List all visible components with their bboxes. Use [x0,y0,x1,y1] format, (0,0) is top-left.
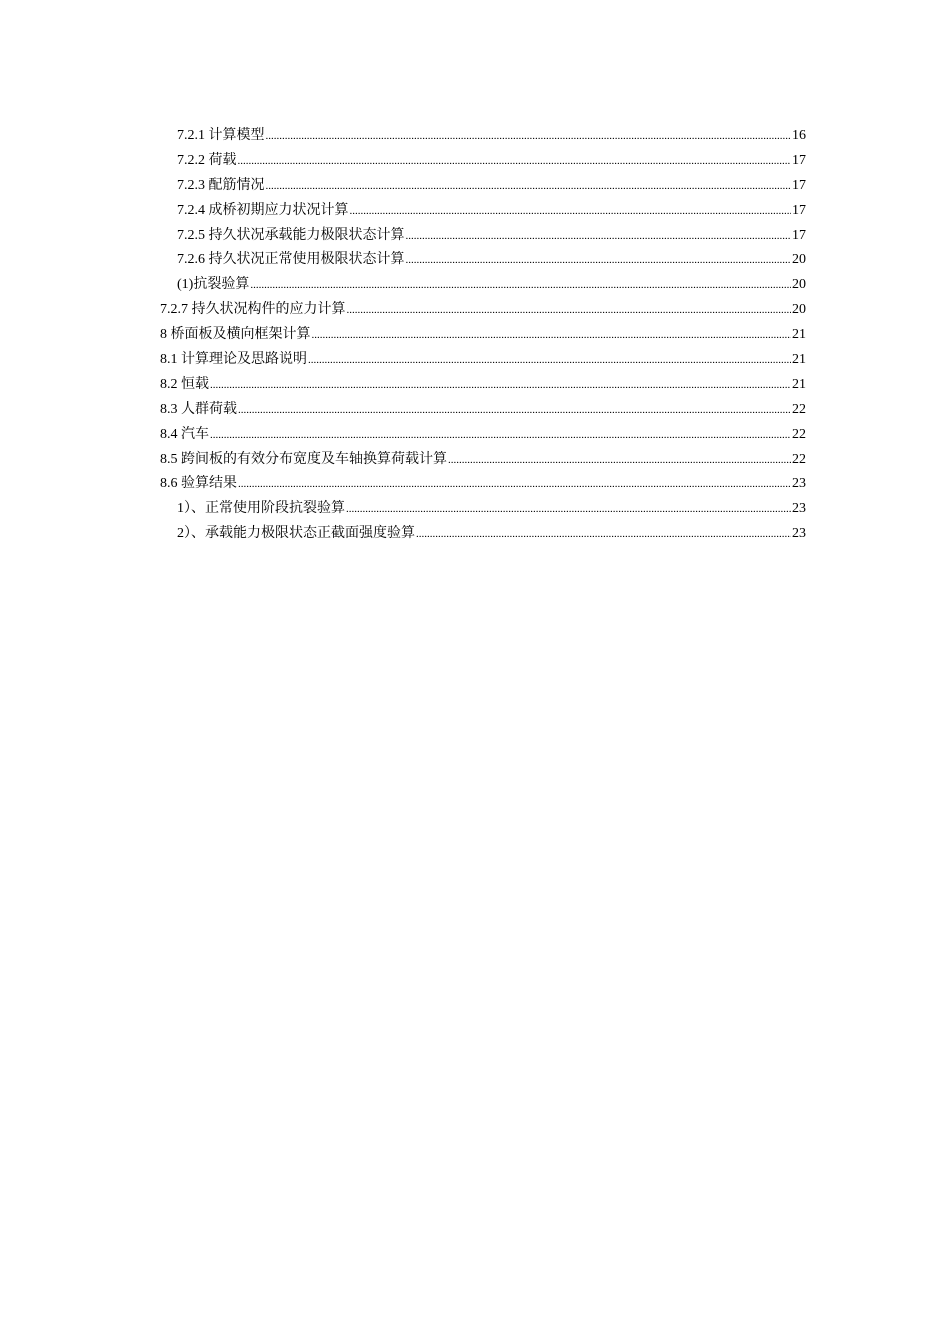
toc-leader-dots [448,448,791,473]
toc-entry[interactable] [160,448,806,473]
toc-entry[interactable] [160,248,806,273]
toc-entry-page: 23 [792,501,806,517]
toc-entry-page: 22 [792,451,806,467]
toc-entry-page: 16 [792,128,806,143]
toc-entry-page: 20 [792,252,806,268]
toc-entry[interactable] [160,224,806,249]
toc-entry-title: 7.2.1 计算模型 [177,128,265,143]
toc-entry[interactable] [160,124,806,149]
toc-leader-dots [238,149,792,174]
toc-entry-title: 8.1 计算理论及思路说明 [160,352,307,368]
toc-entry-title: 8 桥面板及横向框架计算 [160,327,311,343]
toc-entry[interactable] [160,273,806,298]
toc-entry-page: 23 [792,476,806,492]
toc-leader-dots [312,323,792,348]
toc-entry[interactable] [160,398,806,423]
toc-entry-page: 20 [792,302,806,318]
toc-entry-title: 8.4 汽车 [160,426,209,442]
toc-entry-title: 7.2.6 持久状况正常使用极限状态计算 [177,252,405,268]
toc-leader-dots [238,472,791,497]
toc-entry-page: 23 [792,526,806,542]
toc-entry-title: 7.2.7 持久状况构件的应力计算 [160,302,346,318]
toc-entry-title: (1)抗裂验算 [177,277,250,293]
toc-leader-dots [350,199,792,224]
toc-entry[interactable] [160,149,806,174]
toc-entry-title: 2）、承载能力极限状态正截面强度验算 [177,526,415,542]
toc-entry-title: 7.2.4 成桥初期应力状况计算 [177,202,349,218]
toc-entry[interactable] [160,298,806,323]
toc-entry-title: 7.2.2 荷载 [177,152,237,168]
toc-entry-title: 7.2.3 配筋情况 [177,177,265,193]
toc-entry-title: 8.6 验算结果 [160,476,237,492]
toc-entry-page: 17 [792,177,806,193]
toc-entry-title: 1）、正常使用阶段抗裂验算 [177,501,345,517]
toc-entry-title: 8.2 恒载 [160,376,209,392]
toc-leader-dots [416,522,791,547]
toc-entry-page: 17 [792,227,806,243]
toc-leader-dots [266,124,792,149]
toc-leader-dots [346,497,791,522]
toc-entry-page: 21 [792,352,806,368]
toc-entry[interactable] [160,348,806,373]
toc-entry-page: 22 [792,401,806,417]
toc-entry-page: 17 [792,202,806,218]
toc-entry-title: 7.2.5 持久状况承载能力极限状态计算 [177,227,405,243]
toc-entry[interactable] [160,174,806,199]
toc-entry[interactable] [160,522,806,547]
toc-leader-dots [406,248,792,273]
toc-entry-page: 21 [792,327,806,343]
toc-entry[interactable] [160,199,806,224]
toc-entry[interactable] [160,472,806,497]
toc-leader-dots [308,348,791,373]
toc-entry-page: 20 [792,277,806,293]
toc-entry[interactable] [160,323,806,348]
toc-leader-dots [250,273,791,298]
toc-leader-dots [266,174,792,199]
toc-entry-page: 22 [792,426,806,442]
table-of-contents [160,124,806,547]
toc-entry[interactable] [160,497,806,522]
toc-leader-dots [210,423,791,448]
toc-entry-page: 21 [792,376,806,392]
toc-leader-dots [347,298,792,323]
toc-entry-page: 17 [792,152,806,168]
toc-leader-dots [210,373,791,398]
toc-entry-title: 8.3 人群荷载 [160,401,237,417]
toc-entry-title: 8.5 跨间板的有效分布宽度及车轴换算荷载计算 [160,451,447,467]
toc-leader-dots [238,398,791,423]
toc-entry[interactable] [160,423,806,448]
toc-leader-dots [406,224,792,249]
toc-entry[interactable] [160,373,806,398]
